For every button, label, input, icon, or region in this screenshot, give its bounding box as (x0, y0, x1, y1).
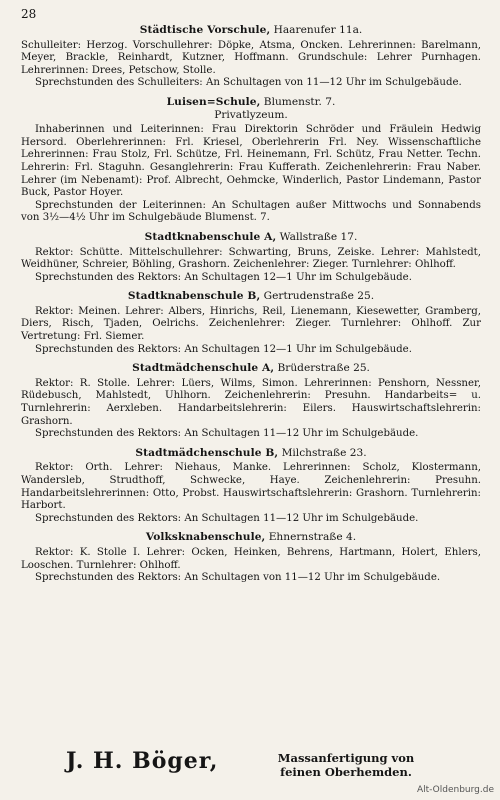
section-title (21, 24, 481, 37)
office-hours-paragraph: Sprechstunden des Rektors: An Schultagen 12—1 Uhr im Schulgebäude. (35, 343, 412, 355)
advertiser-name: J. H. Böger, (66, 748, 219, 774)
section-stadtknabenschule-a (21, 231, 481, 284)
section-title (21, 531, 481, 544)
school-address: Brüderstraße 25. (274, 362, 370, 375)
advertisement (0, 748, 500, 782)
section-title (21, 96, 481, 121)
section-stadtmaedchenschule-b (21, 447, 481, 526)
section-stadtmaedchenschule-a (21, 362, 481, 441)
school-name: Volksknabenschule, (145, 531, 266, 544)
office-hours-paragraph: Sprechstunden der Leiterinnen: An Schultagen außer Mittwochs und Sonnabends von 3½—4½ Uhr im Schulgebäude Blumenst. 7. (21, 199, 481, 224)
school-subtitle: Privatlyzeum. (214, 108, 288, 121)
section-title (21, 290, 481, 303)
staff-paragraph: Rektor: Orth. Lehrer: Niehaus, Manke. Lehrerinnen: Scholz, Klostermann, Wandersleb, Strudthoff, Schwecke, Haye. Zeichenlehrerin: Presuhn. Handarbeitslehrerinnen: Otto, Probst. Hauswirtschaftslehrerin: Grashorn. Turnlehrerin: Harbort. (21, 462, 481, 512)
school-address: Gertrudenstraße 25. (260, 290, 375, 303)
school-directory (21, 24, 481, 591)
school-address: Wallstraße 17. (276, 230, 358, 243)
page-number: 28 (21, 7, 37, 21)
school-name: Städtische Vorschule, (139, 24, 271, 36)
watermark: Alt-Oldenburg.de (416, 785, 494, 795)
office-hours-paragraph: Sprechstunden des Rektors: An Schultagen 12—1 Uhr im Schulgebäude. (35, 271, 412, 283)
section-title (21, 447, 481, 460)
office-hours-paragraph: Sprechstunden des Rektors: An Schultagen 11—12 Uhr im Schulgebäude. (35, 428, 419, 440)
staff-paragraph: Inhaberinnen und Leiterinnen: Frau Direktorin Schröder und Fräulein Hedwig Hersord. Oberlehrerinnen: Frl. Kriesel, Oberlehrerin Frl. Ney. Wissenschaftliche Lehrerinnen: Frau Stolz, Frl. Schütze, Frl. Heinemann, Frl. Schütz, Frau Netter. Techn. Lehrerin: Frl. Staguhn. Gesanglehrerin: Frau Kufferath. Zeichenlehrerin: Frau Naber. Lehrer (im Nebenamt): Prof. Albrecht, Oehmcke, Winderlich, Pastor Lindemann, Pastor Buck, Pastor Hoyer. (21, 124, 481, 199)
staff-paragraph: Rektor: K. Stolle I. Lehrer: Ocken, Heinken, Behrens, Hartmann, Holert, Ehlers, Looschen. Turnlehrer: Ohlhoff. (21, 546, 481, 571)
section-volksknabenschule (21, 531, 481, 584)
school-name: Stadtknabenschule B, (127, 290, 261, 303)
school-name: Stadtmädchenschule A, (132, 362, 275, 375)
office-hours-paragraph: Sprechstunden des Schulleiters: An Schultagen von 11—12 Uhr im Schulgebäude. (35, 77, 462, 89)
staff-paragraph: Schulleiter: Herzog. Vorschullehrer: Döpke, Atsma, Oncken. Lehrerinnen: Barelmann, Meyer, Brackle, Reinhardt, Kutzner, Hoffmann. Grundschule: Lehrer Purnhagen. Lehrerinnen: Drees, Petschow, Stolle. (21, 39, 481, 76)
school-address: Milchstraße 23. (278, 446, 367, 459)
tagline-line-1: Massanfertigung von (277, 751, 415, 765)
section-title (21, 231, 481, 244)
school-address: Haarenufer 11a. (270, 24, 363, 36)
advertiser-tagline (256, 751, 436, 779)
staff-paragraph: Rektor: Meinen. Lehrer: Albers, Hinrichs, Reil, Lienemann, Kiesewetter, Gramberg, Diers, Risch, Tjaden, Oelrichs. Zeichenlehrer: Zieger. Turnlehrer: Ohlhoff. Zur Vertretung: Frl. Siemer. (21, 305, 481, 343)
school-address: Ehnernstraße 4. (265, 531, 357, 544)
office-hours-paragraph: Sprechstunden des Rektors: An Schultagen von 11—12 Uhr im Schulgebäude. (35, 572, 441, 584)
office-hours-paragraph: Sprechstunden des Rektors: An Schultagen 11—12 Uhr im Schulgebäude. (35, 512, 419, 524)
section-title (21, 362, 481, 375)
school-name: Stadtknabenschule A, (144, 230, 277, 243)
section-luisen-schule (21, 96, 481, 225)
tagline-line-2: feinen Oberhemden. (280, 765, 412, 779)
staff-paragraph: Rektor: R. Stolle. Lehrer: Lüers, Wilms, Simon. Lehrerinnen: Penshorn, Nessner, Rüdebusch, Mahlstedt, Uhlhorn. Zeichenlehrerin: Presuhn. Handarbeits= u. Turnlehrerin: Aerxleben. Handarbeitslehrerin: Eilers. Hauswirtschaftslehrerin: Grashorn. (21, 377, 481, 427)
school-name: Luisen=Schule, (166, 95, 261, 108)
section-stadtknabenschule-b (21, 290, 481, 356)
staff-paragraph: Rektor: Schütte. Mittelschullehrer: Schwarting, Bruns, Zeiske. Lehrer: Mahlstedt, Weidhüner, Schreier, Böhling, Grashorn. Zeichenlehrer: Zieger. Turnlehrer: Ohlhoff. (21, 246, 481, 271)
school-name: Stadtmädchenschule B, (135, 446, 279, 459)
school-address: Blumenstr. 7. (260, 95, 336, 108)
section-staedtische-vorschule (21, 24, 481, 90)
